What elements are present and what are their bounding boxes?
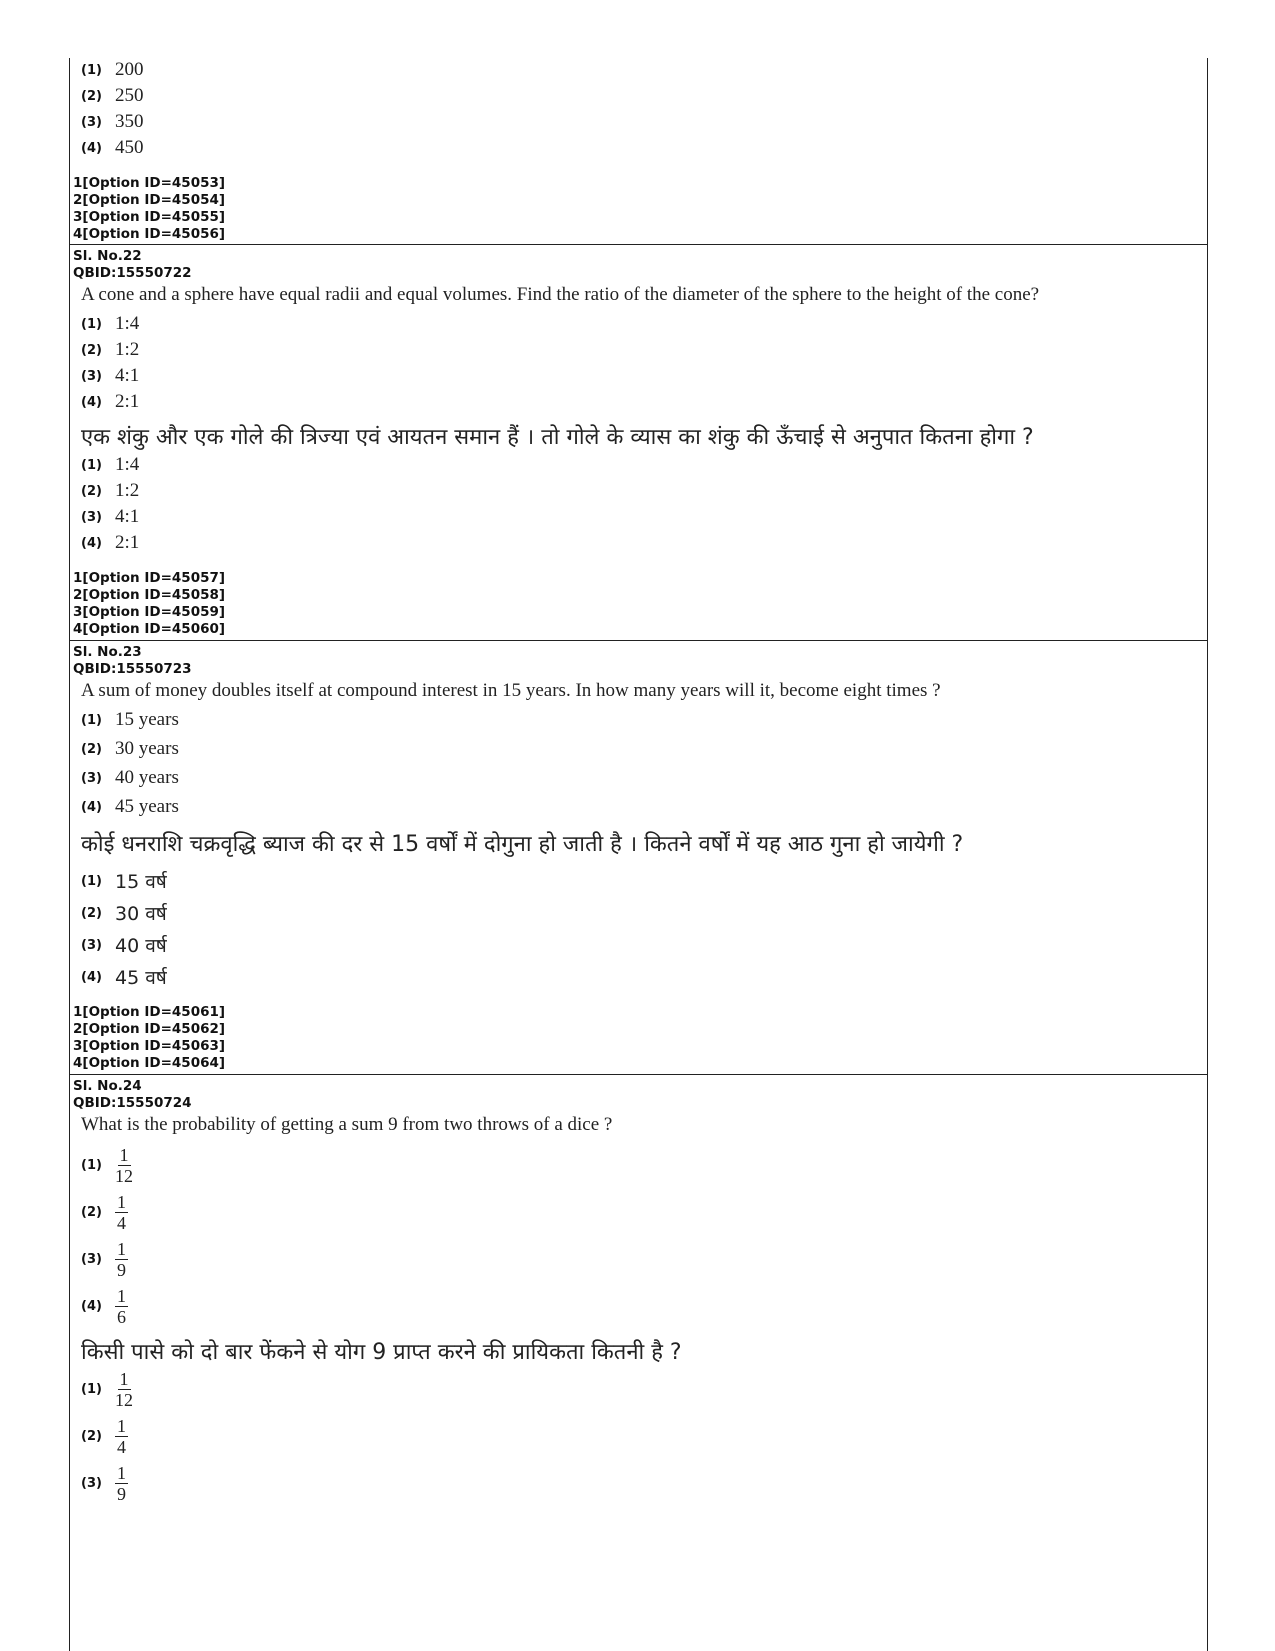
- question-text-hi: कोई धनराशि चक्रवृद्धि ब्याज की दर से 15 वर्षों में दोगुना हो जाती है । कितने वर्षों में यह आठ गुना हो जायेगी ?: [81, 832, 964, 857]
- option-2: (2) 30 वर्ष: [81, 903, 167, 925]
- option-4: (4) 45 years: [81, 796, 179, 817]
- option-id-list: 1[Option ID=45053] 2[Option ID=45054] 3[Option ID=45055] 4[Option ID=45056]: [73, 175, 226, 242]
- option-4: (4) 45 वर्ष: [81, 967, 167, 989]
- option-2: (2) $\frac{1}{4}$: [81, 1191, 126, 1233]
- question-meta: Sl. No.23 QBID:15550723: [73, 644, 192, 677]
- option-3: (3) 4:1: [81, 506, 140, 527]
- option-2: (2) 1:2: [81, 339, 140, 360]
- question-text-hi: किसी पासे को दो बार फेंकने से योग 9 प्राप्त करने की प्रायिकता कितनी है ?: [81, 1340, 682, 1365]
- divider: [70, 1074, 1207, 1075]
- fraction: $\frac{1}{12}$: [115, 1144, 133, 1186]
- divider: [70, 640, 1207, 641]
- option-2: (2) 1:2: [81, 480, 140, 501]
- fraction: $\frac{1}{4}$: [117, 1191, 126, 1233]
- option-4: (4) 450: [81, 137, 144, 158]
- option-3: (3) $\frac{1}{9}$: [81, 1462, 126, 1504]
- option-1: (1) 15 वर्ष: [81, 871, 167, 893]
- option-4: (4) 2:1: [81, 532, 140, 553]
- option-3: (3) 350: [81, 111, 144, 132]
- option-4: (4) $\frac{1}{6}$: [81, 1285, 126, 1327]
- option-1: (1) $\frac{1}{12}$: [81, 1368, 133, 1410]
- question-text-en: What is the probability of getting a sum 9 from two throws of a dice ?: [81, 1114, 613, 1135]
- fraction: $\frac{1}{9}$: [117, 1238, 126, 1280]
- option-1: (1) 1:4: [81, 313, 140, 334]
- fraction: $\frac{1}{12}$: [115, 1368, 133, 1410]
- question-text-hi: एक शंकु और एक गोले की त्रिज्या एवं आयतन समान हैं । तो गोले के व्यास का शंकु की ऊँचाई से अनुपात कितना होगा ?: [81, 425, 1034, 450]
- option-3: (3) 4:1: [81, 365, 140, 386]
- option-1: (1) $\frac{1}{12}$: [81, 1144, 133, 1186]
- option-3: (3) 40 वर्ष: [81, 935, 167, 957]
- option-3: (3) $\frac{1}{9}$: [81, 1238, 126, 1280]
- question-text-en: A sum of money doubles itself at compound interest in 15 years. In how many years will it, become eight times ?: [81, 680, 941, 701]
- option-id-list: 1[Option ID=45057] 2[Option ID=45058] 3[Option ID=45059] 4[Option ID=45060]: [73, 570, 226, 637]
- fraction: $\frac{1}{9}$: [117, 1462, 126, 1504]
- question-text-en: A cone and a sphere have equal radii and equal volumes. Find the ratio of the diameter of the sphere to the height of the cone?: [81, 284, 1040, 305]
- option-2: (2) 250: [81, 85, 144, 106]
- question-meta: Sl. No.24 QBID:15550724: [73, 1078, 192, 1111]
- option-id-list: 1[Option ID=45061] 2[Option ID=45062] 3[Option ID=45063] 4[Option ID=45064]: [73, 1004, 226, 1071]
- fraction: $\frac{1}{6}$: [117, 1285, 126, 1327]
- option-3: (3) 40 years: [81, 767, 179, 788]
- option-1: (1) 200: [81, 59, 144, 80]
- divider: [70, 244, 1207, 245]
- fraction: $\frac{1}{4}$: [117, 1415, 126, 1457]
- question-paper-frame: [69, 58, 1208, 1651]
- question-meta: Sl. No.22 QBID:15550722: [73, 248, 192, 281]
- option-2: (2) $\frac{1}{4}$: [81, 1415, 126, 1457]
- option-1: (1) 15 years: [81, 709, 179, 730]
- option-2: (2) 30 years: [81, 738, 179, 759]
- option-1: (1) 1:4: [81, 454, 140, 475]
- option-4: (4) 2:1: [81, 391, 140, 412]
